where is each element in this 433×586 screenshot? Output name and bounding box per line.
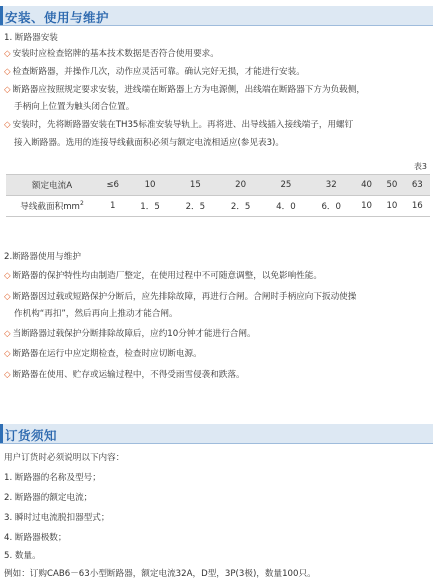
table-cell: 4．0 — [263, 196, 308, 217]
row-label-text: 导线截面积mm — [20, 202, 80, 212]
item-text: 当断路器过载保护分断排除故障后，应约10分钟才能进行合闸。 — [12, 329, 256, 339]
item-text-continued: 接入断路器。选用的连接导线截面积必须与额定电流相适应(参见表3)。 — [14, 138, 284, 148]
subsection-heading: 2.断路器使用与维护 — [4, 252, 81, 262]
item-text: 安装时，先将断路器安装在TH35标准安装导轨上。再将进、出导线插入接线端子，用螺钉 — [12, 120, 354, 130]
table-header-cell: 50 — [379, 175, 404, 196]
header-divider — [0, 25, 433, 26]
section-title: 安装、使用与维护 — [5, 10, 110, 25]
diamond-bullet-icon: ◇ — [4, 370, 11, 380]
table-cell: 2．5 — [218, 196, 263, 217]
order-line: 3. 瞬时过电流脱扣器型式； — [4, 513, 110, 523]
table-header-cell: 15 — [173, 175, 218, 196]
table-row-label — [6, 196, 98, 217]
item-text: 检查断路器，并操作几次，动作应灵活可靠。确认完好无损，才能进行安装。 — [12, 67, 305, 77]
list-item — [4, 66, 305, 78]
order-line: 5. 数量。 — [4, 551, 41, 561]
table-header-cell: 20 — [218, 175, 263, 196]
section-header-ordering — [0, 424, 433, 444]
table-cell: 6．0 — [309, 196, 354, 217]
header-accent-bar — [0, 6, 3, 26]
diamond-bullet-icon: ◇ — [4, 349, 11, 359]
list-item — [4, 369, 245, 381]
diamond-bullet-icon: ◇ — [4, 67, 11, 77]
section-title: 订货须知 — [5, 428, 58, 443]
list-item — [4, 119, 353, 131]
list-item — [4, 328, 256, 340]
item-text: 断路器应按照规定要求安装，进线端在断路器上方为电源侧，出线端在断路器下方为负载侧， — [12, 85, 365, 95]
order-line: 用户订货时必须说明以下内容： — [4, 453, 125, 463]
table-cell: 10 — [379, 196, 404, 217]
table-header-cell: 10 — [127, 175, 172, 196]
table-header-cell: 32 — [309, 175, 354, 196]
row-label-superscript: 2 — [79, 200, 84, 208]
header-divider — [0, 443, 433, 444]
diamond-bullet-icon: ◇ — [4, 49, 11, 59]
diamond-bullet-icon: ◇ — [4, 329, 11, 339]
table-cell: 2．5 — [173, 196, 218, 217]
diamond-bullet-icon: ◇ — [4, 292, 11, 302]
list-item — [4, 270, 322, 282]
section-header-install — [0, 6, 433, 26]
table-caption: 表3 — [413, 162, 427, 171]
order-example: 例如：订购CAB6－63小型断路器，额定电流32A，D型，3P(3极)，数量100只。 — [4, 569, 316, 579]
table-cell: 16 — [405, 196, 430, 217]
table-header-cell: 25 — [263, 175, 308, 196]
order-line: 1. 断路器的名称及型号； — [4, 473, 101, 483]
subsection-heading: 1. 断路器安装 — [4, 33, 58, 43]
table-cell: 1 — [98, 196, 127, 217]
table-cell: 10 — [354, 196, 379, 217]
list-item — [4, 84, 365, 96]
list-item — [4, 348, 202, 360]
table-header-row — [6, 175, 430, 196]
item-text-continued: 手柄向上位置为触头闭合位置。 — [14, 102, 135, 112]
item-text-continued: 作机构“再扣”，然后再向上推动才能合闸。 — [14, 309, 178, 319]
table-row — [6, 196, 430, 217]
list-item — [4, 48, 219, 60]
item-text: 安装时应检查铭牌的基本技术数据是否符合使用要求。 — [12, 49, 219, 59]
diamond-bullet-icon: ◇ — [4, 85, 11, 95]
order-line: 4. 断路器极数； — [4, 533, 67, 543]
table-cell: 1．5 — [127, 196, 172, 217]
item-text: 断路器在使用、贮存或运输过程中，不得受雨雪侵袭和跌落。 — [12, 370, 245, 380]
header-accent-bar — [0, 424, 3, 444]
table-header-cell: ≤6 — [98, 175, 127, 196]
order-line: 2. 断路器的额定电流； — [4, 493, 93, 503]
diamond-bullet-icon: ◇ — [4, 120, 11, 130]
table-header-cell: 40 — [354, 175, 379, 196]
diamond-bullet-icon: ◇ — [4, 271, 11, 281]
item-text: 断路器在运行中应定期检查，检查时应切断电源。 — [12, 349, 202, 359]
list-item — [4, 291, 356, 303]
table-header-label: 额定电流A — [6, 175, 98, 196]
item-text: 断路器因过载或短路保护分断后，应先排除故障，再进行合闸。合闸时手柄应向下扳动使操 — [12, 292, 357, 302]
wire-size-table — [6, 174, 430, 217]
table-header-cell: 63 — [405, 175, 430, 196]
item-text: 断路器的保护特性均由制造厂整定，在使用过程中不可随意调整，以免影响性能。 — [12, 271, 322, 281]
